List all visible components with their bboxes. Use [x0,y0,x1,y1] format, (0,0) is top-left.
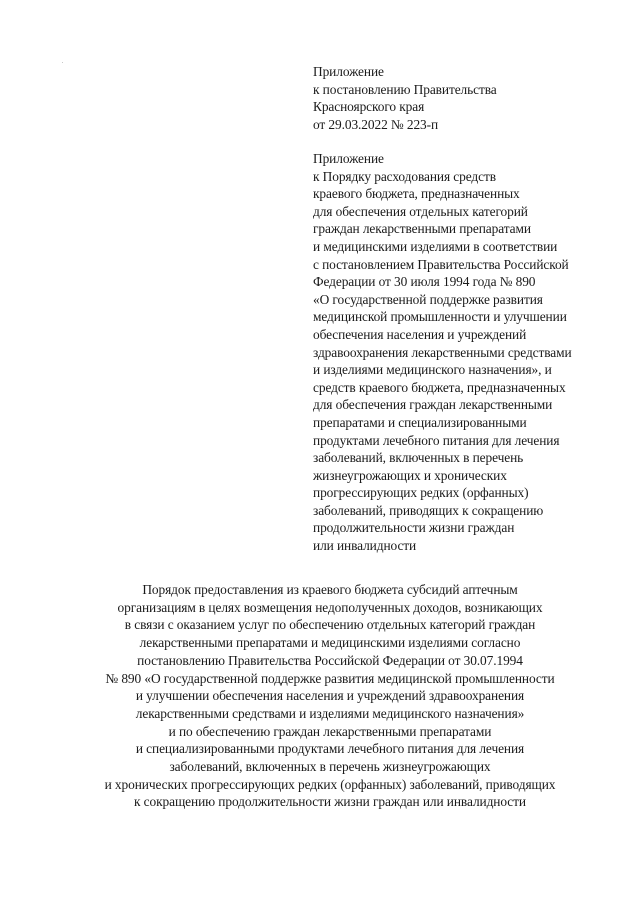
annex-procedure-line: и медицинскими изделиями в соответствии [313,238,558,254]
document-title-line: к сокращению продолжительности жизни граждан или инвалидности [134,794,526,810]
annex-procedure-line: препаратами и специализированными [313,414,527,430]
scan-speck [62,62,63,63]
document-title-line: в связи с оказанием услуг по обеспечению отдельных категорий граждан [124,617,536,633]
annex-government-line: к постановлению Правительства [313,81,497,97]
document-title-line: и специализированными продуктами лечебного питания для лечения [135,741,525,757]
document-title-line: организациям в целях возмещения недополученных доходов, возникающих [117,599,543,615]
document-title-line: и по обеспечению граждан лекарственными препаратами [168,723,492,739]
annex-procedure-line: или инвалидности [313,538,417,554]
annex-procedure-line: средств краевого бюджета, предназначенных [313,379,566,395]
annex-procedure-line: для обеспечения граждан лекарственными [313,397,553,413]
annex-procedure-line: заболеваний, включенных в перечень [313,450,524,466]
annex-procedure-line: здравоохранения лекарственными средствами [313,344,572,360]
document-title-line: и улучшении обеспечения населения и учреждений здравоохранения [135,688,525,704]
annex-procedure-line: прогрессирующих редких (орфанных) [313,485,529,501]
annex-government-line: от 29.03.2022 № 223-п [313,116,439,132]
annex-government-block [313,63,497,133]
annex-procedure-line: к Порядку расходования средств [313,168,496,184]
annex-procedure-line: жизнеугрожающих и хронических [313,467,507,483]
annex-procedure-line: продуктами лечебного питания для лечения [313,432,560,448]
document-title-line: Порядок предоставления из краевого бюджета субсидий аптечным [142,582,518,597]
annex-government-line: Приложение [313,64,384,79]
annex-government-line: Красноярского края [313,99,425,115]
annex-procedure-line: для обеспечения отдельных категорий [313,203,528,219]
annex-procedure-line: краевого бюджета, предназначенных [313,186,520,202]
annex-procedure-line: обеспечения населения и учреждений [313,326,527,342]
annex-procedure-line: медицинской промышленности и улучшении [313,309,567,325]
document-title-line: заболеваний, включенных в перечень жизнеугрожающих [169,759,491,775]
annex-procedure-line: и изделиями медицинского назначения», и [313,362,552,378]
document-title-line: лекарственными средствами и изделиями медицинского назначения» [135,705,525,721]
annex-procedure-line: Федерации от 30 июля 1994 года № 890 [313,274,536,290]
annex-procedure-line: продолжительности жизни граждан [313,520,515,536]
document-title-line: № 890 «О государственной поддержке развития медицинской промышленности [105,670,555,686]
annex-procedure-line: заболеваний, приводящих к сокращению [313,502,544,518]
document-title-line: постановлению Правительства Российской Федерации от 30.07.1994 [137,652,523,668]
annex-procedure-line: граждан лекарственными препаратами [313,221,531,237]
document-title-line: лекарственными препаратами и медицинскими изделиями согласно [139,635,521,651]
annex-procedure-block [313,150,572,555]
annex-procedure-line: Приложение [313,151,384,166]
document-title-line: и хронических прогрессирующих редких (орфанных) заболеваний, приводящих [104,776,556,792]
annex-procedure-line: «О государственной поддержке развития [313,291,543,307]
annex-procedure-line: с постановлением Правительства Российской [313,256,569,272]
document-title [60,581,600,811]
